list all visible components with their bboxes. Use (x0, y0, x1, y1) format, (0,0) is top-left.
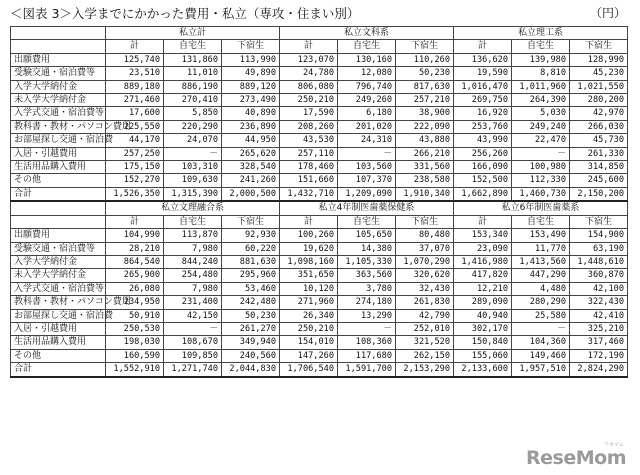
value-cell: 16,920 (454, 107, 512, 120)
value-cell: 250,210 (280, 322, 338, 335)
value-cell: 265,900 (106, 269, 164, 282)
value-cell: 889,120 (222, 80, 280, 93)
value-cell: 24,780 (280, 67, 338, 80)
table-row (11, 255, 628, 268)
corner-cell (11, 27, 106, 40)
value-cell: 320,620 (396, 269, 454, 282)
table-row (11, 53, 628, 66)
value-cell: 2,824,290 (570, 363, 628, 377)
value-cell: 261,330 (570, 147, 628, 160)
value-cell: 104,990 (106, 229, 164, 242)
value-cell: － (512, 322, 570, 335)
value-cell: 108,670 (164, 336, 222, 349)
value-cell: 256,260 (454, 147, 512, 160)
value-cell: 11,010 (164, 67, 222, 80)
header (10, 4, 630, 22)
value-cell: 128,990 (570, 53, 628, 66)
value-cell: 1,105,330 (338, 255, 396, 268)
corner-cell (11, 40, 106, 53)
value-cell: 154,900 (570, 229, 628, 242)
value-cell: 417,820 (454, 269, 512, 282)
table-row (11, 134, 628, 147)
value-cell: 172,190 (570, 349, 628, 362)
value-cell: 139,980 (512, 53, 570, 66)
value-cell: 208,260 (280, 120, 338, 133)
value-cell: 225,550 (106, 120, 164, 133)
table-row (11, 322, 628, 335)
value-cell: 44,170 (106, 134, 164, 147)
value-cell: 265,620 (222, 147, 280, 160)
group-header: 私立文理融合系 (106, 201, 280, 215)
row-label: お部屋探し交通・宿泊費 (11, 309, 106, 322)
row-label: その他 (11, 349, 106, 362)
value-cell: 117,680 (338, 349, 396, 362)
value-cell: 351,650 (280, 269, 338, 282)
value-cell: 12,080 (338, 67, 396, 80)
value-cell: 43,880 (396, 134, 454, 147)
value-cell: 302,170 (454, 322, 512, 335)
value-cell: 249,240 (512, 120, 570, 133)
subheader: 自宅生 (512, 40, 570, 53)
value-cell: 271,460 (106, 94, 164, 107)
value-cell: 261,830 (396, 296, 454, 309)
table-row (11, 80, 628, 93)
value-cell: 107,370 (338, 174, 396, 187)
subheader-row (11, 215, 628, 228)
table-row (11, 107, 628, 120)
value-cell: 240,560 (222, 349, 280, 362)
value-cell: 113,870 (164, 229, 222, 242)
value-cell: 264,390 (512, 94, 570, 107)
value-cell: 43,530 (280, 134, 338, 147)
value-cell: 136,620 (454, 53, 512, 66)
value-cell: 109,630 (164, 174, 222, 187)
value-cell: － (512, 147, 570, 160)
value-cell: 150,840 (454, 336, 512, 349)
value-cell: 222,090 (396, 120, 454, 133)
value-cell: 131,860 (164, 53, 222, 66)
value-cell: 349,940 (222, 336, 280, 349)
value-cell: 45,730 (570, 134, 628, 147)
value-cell: 151,660 (280, 174, 338, 187)
value-cell: 447,290 (512, 269, 570, 282)
value-cell: 113,990 (222, 53, 280, 66)
value-cell: 231,400 (164, 296, 222, 309)
value-cell: 280,200 (570, 94, 628, 107)
value-cell: 154,010 (280, 336, 338, 349)
row-label: 入学式交通・宿泊費等 (11, 107, 106, 120)
value-cell: 274,180 (338, 296, 396, 309)
value-cell: 363,560 (338, 269, 396, 282)
subheader: 自宅生 (338, 215, 396, 228)
table-row (11, 309, 628, 322)
value-cell: 26,340 (280, 309, 338, 322)
value-cell: 42,150 (164, 309, 222, 322)
value-cell: 19,620 (280, 242, 338, 255)
value-cell: － (164, 147, 222, 160)
group-header: 私立6年制医歯薬系 (454, 201, 628, 215)
value-cell: 3,780 (338, 282, 396, 295)
value-cell: 49,890 (222, 67, 280, 80)
value-cell: 23,510 (106, 67, 164, 80)
value-cell: 253,760 (454, 120, 512, 133)
value-cell: 153,340 (454, 229, 512, 242)
value-cell: 25,580 (512, 309, 570, 322)
table-row (11, 161, 628, 174)
total-row (11, 187, 628, 201)
subheader-row (11, 40, 628, 53)
value-cell: 38,900 (396, 107, 454, 120)
value-cell: 1,526,350 (106, 187, 164, 201)
subheader: 下宿生 (396, 40, 454, 53)
subheader: 自宅生 (164, 215, 222, 228)
value-cell: 152,500 (454, 174, 512, 187)
value-cell: 241,260 (222, 174, 280, 187)
row-label: 入居・引越費用 (11, 322, 106, 335)
row-label: お部屋探し交通・宿泊費 (11, 134, 106, 147)
value-cell: 19,590 (454, 67, 512, 80)
value-cell: 201,020 (338, 120, 396, 133)
value-cell: 50,230 (396, 67, 454, 80)
subheader: 下宿生 (570, 215, 628, 228)
value-cell: 273,490 (222, 94, 280, 107)
value-cell: 269,750 (454, 94, 512, 107)
value-cell: 42,410 (570, 309, 628, 322)
value-cell: 1,910,340 (396, 187, 454, 201)
row-label: 教科書・教材・パソコン費用 (11, 120, 106, 133)
table-row (11, 282, 628, 295)
cost-table (10, 26, 628, 378)
table-row (11, 242, 628, 255)
value-cell: 155,060 (454, 349, 512, 362)
figure-title: ＜図表 3＞入学までにかかった費用・私立（専攻・住まい別） (10, 6, 360, 21)
table-row (11, 147, 628, 160)
value-cell: 1,460,730 (512, 187, 570, 201)
value-cell: 110,260 (396, 53, 454, 66)
group-header: 私立4年制医歯薬保健系 (280, 201, 454, 215)
value-cell: 42,790 (396, 309, 454, 322)
value-cell: 23,090 (454, 242, 512, 255)
value-cell: 13,290 (338, 309, 396, 322)
subheader: 下宿生 (222, 40, 280, 53)
value-cell: 1,413,560 (512, 255, 570, 268)
value-cell: 105,650 (338, 229, 396, 242)
value-cell: － (164, 322, 222, 335)
value-cell: 321,520 (396, 336, 454, 349)
value-cell: 328,540 (222, 161, 280, 174)
value-cell: 8,810 (512, 67, 570, 80)
total-row (11, 363, 628, 377)
value-cell: 1,098,160 (280, 255, 338, 268)
row-label: 生活用品購入費用 (11, 161, 106, 174)
value-cell: 236,890 (222, 120, 280, 133)
subheader: 下宿生 (222, 215, 280, 228)
value-cell: 2,044,830 (222, 363, 280, 377)
row-label: 生活用品購入費用 (11, 336, 106, 349)
value-cell: 2,153,290 (396, 363, 454, 377)
value-cell: 864,540 (106, 255, 164, 268)
value-cell: 22,470 (512, 134, 570, 147)
row-label: 出願費用 (11, 229, 106, 242)
table-row (11, 120, 628, 133)
value-cell: 37,070 (396, 242, 454, 255)
subheader: 自宅生 (512, 215, 570, 228)
value-cell: 152,270 (106, 174, 164, 187)
value-cell: 1,432,710 (280, 187, 338, 201)
subheader: 計 (106, 40, 164, 53)
value-cell: 40,890 (222, 107, 280, 120)
value-cell: 17,600 (106, 107, 164, 120)
value-cell: － (338, 147, 396, 160)
value-cell: 322,430 (570, 296, 628, 309)
value-cell: 331,560 (396, 161, 454, 174)
subheader: 計 (454, 40, 512, 53)
value-cell: 63,190 (570, 242, 628, 255)
value-cell: 238,580 (396, 174, 454, 187)
group-header: 私立理工系 (454, 27, 628, 40)
value-cell: 100,260 (280, 229, 338, 242)
value-cell: 1,591,700 (338, 363, 396, 377)
resemom-logo (521, 442, 626, 469)
value-cell: 844,240 (164, 255, 222, 268)
value-cell: 234,950 (106, 296, 164, 309)
value-cell: 270,410 (164, 94, 222, 107)
value-cell: 60,220 (222, 242, 280, 255)
value-cell: 42,970 (570, 107, 628, 120)
subheader: 計 (106, 215, 164, 228)
value-cell: 266,210 (396, 147, 454, 160)
value-cell: 112,330 (512, 174, 570, 187)
subheader: 計 (280, 40, 338, 53)
value-cell: 796,740 (338, 80, 396, 93)
value-cell: 245,600 (570, 174, 628, 187)
value-cell: 314,850 (570, 161, 628, 174)
value-cell: 53,460 (222, 282, 280, 295)
value-cell: 4,480 (512, 282, 570, 295)
subheader: 下宿生 (396, 215, 454, 228)
value-cell: 103,560 (338, 161, 396, 174)
value-cell: 250,530 (106, 322, 164, 335)
value-cell: 295,960 (222, 269, 280, 282)
value-cell: 45,230 (570, 67, 628, 80)
value-cell: 889,180 (106, 80, 164, 93)
value-cell: 123,070 (280, 53, 338, 66)
group-header-row (11, 27, 628, 40)
value-cell: 7,980 (164, 282, 222, 295)
row-label: 出願費用 (11, 53, 106, 66)
value-cell: 250,210 (280, 94, 338, 107)
table-row (11, 296, 628, 309)
value-cell: 24,310 (338, 134, 396, 147)
value-cell: 1,662,890 (454, 187, 512, 201)
subheader: 計 (280, 215, 338, 228)
logo-subtext: リセマム (604, 442, 624, 448)
value-cell: 10,120 (280, 282, 338, 295)
table-row (11, 336, 628, 349)
value-cell: 175,150 (106, 161, 164, 174)
value-cell: 42,100 (570, 282, 628, 295)
value-cell: 130,160 (338, 53, 396, 66)
value-cell: 242,480 (222, 296, 280, 309)
value-cell: 1,416,980 (454, 255, 512, 268)
row-label: 合計 (11, 187, 106, 201)
value-cell: 257,210 (396, 94, 454, 107)
value-cell: 50,910 (106, 309, 164, 322)
value-cell: 1,271,740 (164, 363, 222, 377)
value-cell: 7,980 (164, 242, 222, 255)
value-cell: 262,150 (396, 349, 454, 362)
table-row (11, 94, 628, 107)
table-row (11, 174, 628, 187)
value-cell: 125,740 (106, 53, 164, 66)
value-cell: 2,150,200 (570, 187, 628, 201)
value-cell: 153,490 (512, 229, 570, 242)
value-cell: 280,290 (512, 296, 570, 309)
row-label: 入学大学納付金 (11, 255, 106, 268)
group-header: 私立計 (106, 27, 280, 40)
value-cell: 40,940 (454, 309, 512, 322)
value-cell: 1,209,090 (338, 187, 396, 201)
row-label: 未入学大学納付金 (11, 94, 106, 107)
value-cell: 317,460 (570, 336, 628, 349)
subheader: 自宅生 (338, 40, 396, 53)
value-cell: 1,552,910 (106, 363, 164, 377)
corner-cell (11, 201, 106, 215)
value-cell: 360,870 (570, 269, 628, 282)
value-cell: 28,210 (106, 242, 164, 255)
value-cell: 12,210 (454, 282, 512, 295)
row-label: 教科書・教材・パソコン費用 (11, 296, 106, 309)
value-cell: 1,957,510 (512, 363, 570, 377)
subheader: 下宿生 (570, 40, 628, 53)
value-cell: 271,960 (280, 296, 338, 309)
value-cell: 1,021,550 (570, 80, 628, 93)
value-cell: 166,090 (454, 161, 512, 174)
logo-text: ReseMom (526, 447, 626, 469)
corner-cell (11, 215, 106, 228)
value-cell: 198,030 (106, 336, 164, 349)
value-cell: 1,448,610 (570, 255, 628, 268)
value-cell: 289,090 (454, 296, 512, 309)
value-cell: 5,030 (512, 107, 570, 120)
group-header-row (11, 201, 628, 215)
value-cell: 6,180 (338, 107, 396, 120)
value-cell: 252,010 (396, 322, 454, 335)
row-label: 合計 (11, 363, 106, 377)
row-label: 入学式交通・宿泊費等 (11, 282, 106, 295)
value-cell: 220,290 (164, 120, 222, 133)
value-cell: 5,850 (164, 107, 222, 120)
subheader: 自宅生 (164, 40, 222, 53)
value-cell: 806,080 (280, 80, 338, 93)
value-cell: 92,930 (222, 229, 280, 242)
value-cell: 257,110 (280, 147, 338, 160)
value-cell: 178,460 (280, 161, 338, 174)
value-cell: 817,630 (396, 80, 454, 93)
unit-label: （円） (589, 6, 626, 20)
value-cell: 43,990 (454, 134, 512, 147)
table-row (11, 67, 628, 80)
table-row (11, 349, 628, 362)
value-cell: 249,260 (338, 94, 396, 107)
value-cell: 100,980 (512, 161, 570, 174)
value-cell: 103,310 (164, 161, 222, 174)
value-cell: 109,850 (164, 349, 222, 362)
value-cell: 14,380 (338, 242, 396, 255)
row-label: その他 (11, 174, 106, 187)
row-label: 入居・引越費用 (11, 147, 106, 160)
row-label: 入学大学納付金 (11, 80, 106, 93)
value-cell: 1,706,540 (280, 363, 338, 377)
value-cell: 147,260 (280, 349, 338, 362)
value-cell: 1,315,390 (164, 187, 222, 201)
value-cell: 261,270 (222, 322, 280, 335)
row-label: 未入学大学納付金 (11, 269, 106, 282)
row-label: 受験交通・宿泊費等 (11, 242, 106, 255)
value-cell: 32,430 (396, 282, 454, 295)
value-cell: 886,190 (164, 80, 222, 93)
value-cell: 11,770 (512, 242, 570, 255)
value-cell: 26,080 (106, 282, 164, 295)
row-label: 受験交通・宿泊費等 (11, 67, 106, 80)
value-cell: 1,011,960 (512, 80, 570, 93)
value-cell: 266,030 (570, 120, 628, 133)
table-row (11, 269, 628, 282)
value-cell: 50,230 (222, 309, 280, 322)
value-cell: 881,630 (222, 255, 280, 268)
value-cell: 104,360 (512, 336, 570, 349)
value-cell: 254,480 (164, 269, 222, 282)
value-cell: 44,950 (222, 134, 280, 147)
value-cell: 149,460 (512, 349, 570, 362)
value-cell: 2,133,600 (454, 363, 512, 377)
value-cell: － (338, 322, 396, 335)
value-cell: 17,590 (280, 107, 338, 120)
value-cell: 108,360 (338, 336, 396, 349)
group-header: 私立文科系 (280, 27, 454, 40)
value-cell: 24,070 (164, 134, 222, 147)
value-cell: 160,590 (106, 349, 164, 362)
value-cell: 80,480 (396, 229, 454, 242)
value-cell: 1,016,470 (454, 80, 512, 93)
value-cell: 2,000,500 (222, 187, 280, 201)
value-cell: 257,250 (106, 147, 164, 160)
subheader: 計 (454, 215, 512, 228)
value-cell: 325,210 (570, 322, 628, 335)
value-cell: 1,070,290 (396, 255, 454, 268)
table-row (11, 229, 628, 242)
